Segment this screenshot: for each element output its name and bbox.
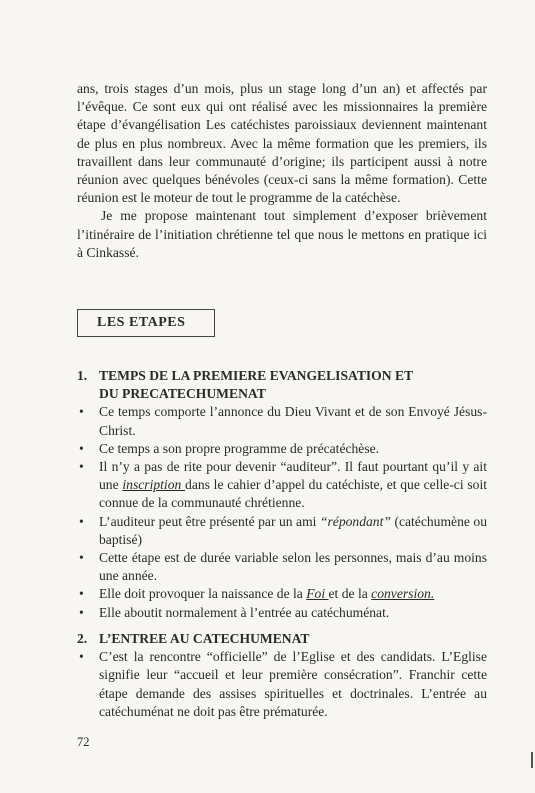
intro-paragraph-1: ans, trois stages d’un mois, plus un stage long d’un an) et affectés par l’évêque. Ce sont eux qui ont réalisé avec les missionnaires la première étape d’évangélisation Les catéchistes paroissiaux deviennent maintenant de plus en plus nombreux. Avec la même formation que les premiers, ils travaillent dans leur communauté d’origine; ils participent aussi à notre réunion avec quelques bénévoles (ceux-ci sans la même formation). Cette réunion est le moteur de tout le programme de la catéchèse.	[77, 81, 487, 206]
section-1-bullets	[77, 403, 487, 621]
section-2	[77, 630, 487, 721]
section-1	[77, 367, 487, 622]
section-1-title-line1: TEMPS DE LA PREMIERE EVANGELISATION ET	[99, 368, 414, 383]
list-item: • Il n’y a pas de rite pour devenir “auditeur”. Il faut pourtant qu’il y ait une inscription dans le cahier d’appel du catéchiste, et que celle-ci soit connue de la communauté chrétienne.	[79, 459, 487, 511]
section-2-bullets	[77, 648, 487, 721]
list-item: • Cette étape est de durée variable selon les personnes, mais d’au moins une année.	[79, 550, 487, 584]
bullet-icon: •	[79, 513, 84, 529]
bullet-icon: •	[79, 586, 84, 602]
section-1-number: 1.	[77, 368, 88, 383]
page-number: 72	[77, 735, 90, 749]
intro-text	[77, 80, 487, 262]
section-2-number: 2.	[77, 631, 88, 646]
list-item: • L’auditeur peut être présenté par un ami “répondant” (catéchumène ou baptisé)	[79, 513, 487, 547]
bullet-icon: •	[79, 440, 84, 456]
list-item: • C’est la rencontre “officielle” de l’Eglise et des candidats. L’Eglise signifie leur “accueil et leur première consécration”. Franchir cette étape demande des assises spirituelles et doctrinales. L’entrée au catéchuménat ne doit pas être prématurée.	[79, 649, 487, 719]
bullet-icon: •	[79, 459, 84, 475]
scan-edge-mark	[531, 752, 533, 768]
section-2-title	[77, 630, 487, 648]
list-item: • Ce temps a son propre programme de précatéchèse.	[77, 440, 487, 458]
bullet-icon: •	[79, 550, 84, 566]
bullet-icon: •	[79, 604, 84, 620]
foi-emphasis: Foi	[306, 586, 329, 602]
section-1-title	[77, 367, 487, 403]
inscription-emphasis: inscription	[122, 477, 186, 493]
bullet-icon: •	[79, 649, 84, 665]
bullet-icon: •	[79, 404, 84, 420]
list-item: • Elle doit provoquer la naissance de la Foi et de la conversion.	[77, 585, 487, 603]
intro-paragraph-2: Je me propose maintenant tout simplement d’exposer brièvement l’itinéraire de l’initiation chrétienne tel que nous le mettons en pratique ici à Cinkassé.	[77, 208, 487, 260]
etapes-heading-box: LES ETAPES	[77, 309, 215, 337]
conversion-emphasis: conversion.	[371, 586, 435, 602]
list-item: • Elle aboutit normalement à l’entrée au catéchuménat.	[77, 604, 487, 622]
list-item: • Ce temps comporte l’annonce du Dieu Vivant et de son Envoyé Jésus-Christ.	[79, 404, 487, 438]
repondant-emphasis: “répondant”	[319, 513, 391, 529]
section-2-title-text: L’ENTREE AU CATECHUMENAT	[99, 631, 310, 646]
section-1-title-line2: DU PRECATECHUMENAT	[99, 386, 266, 402]
